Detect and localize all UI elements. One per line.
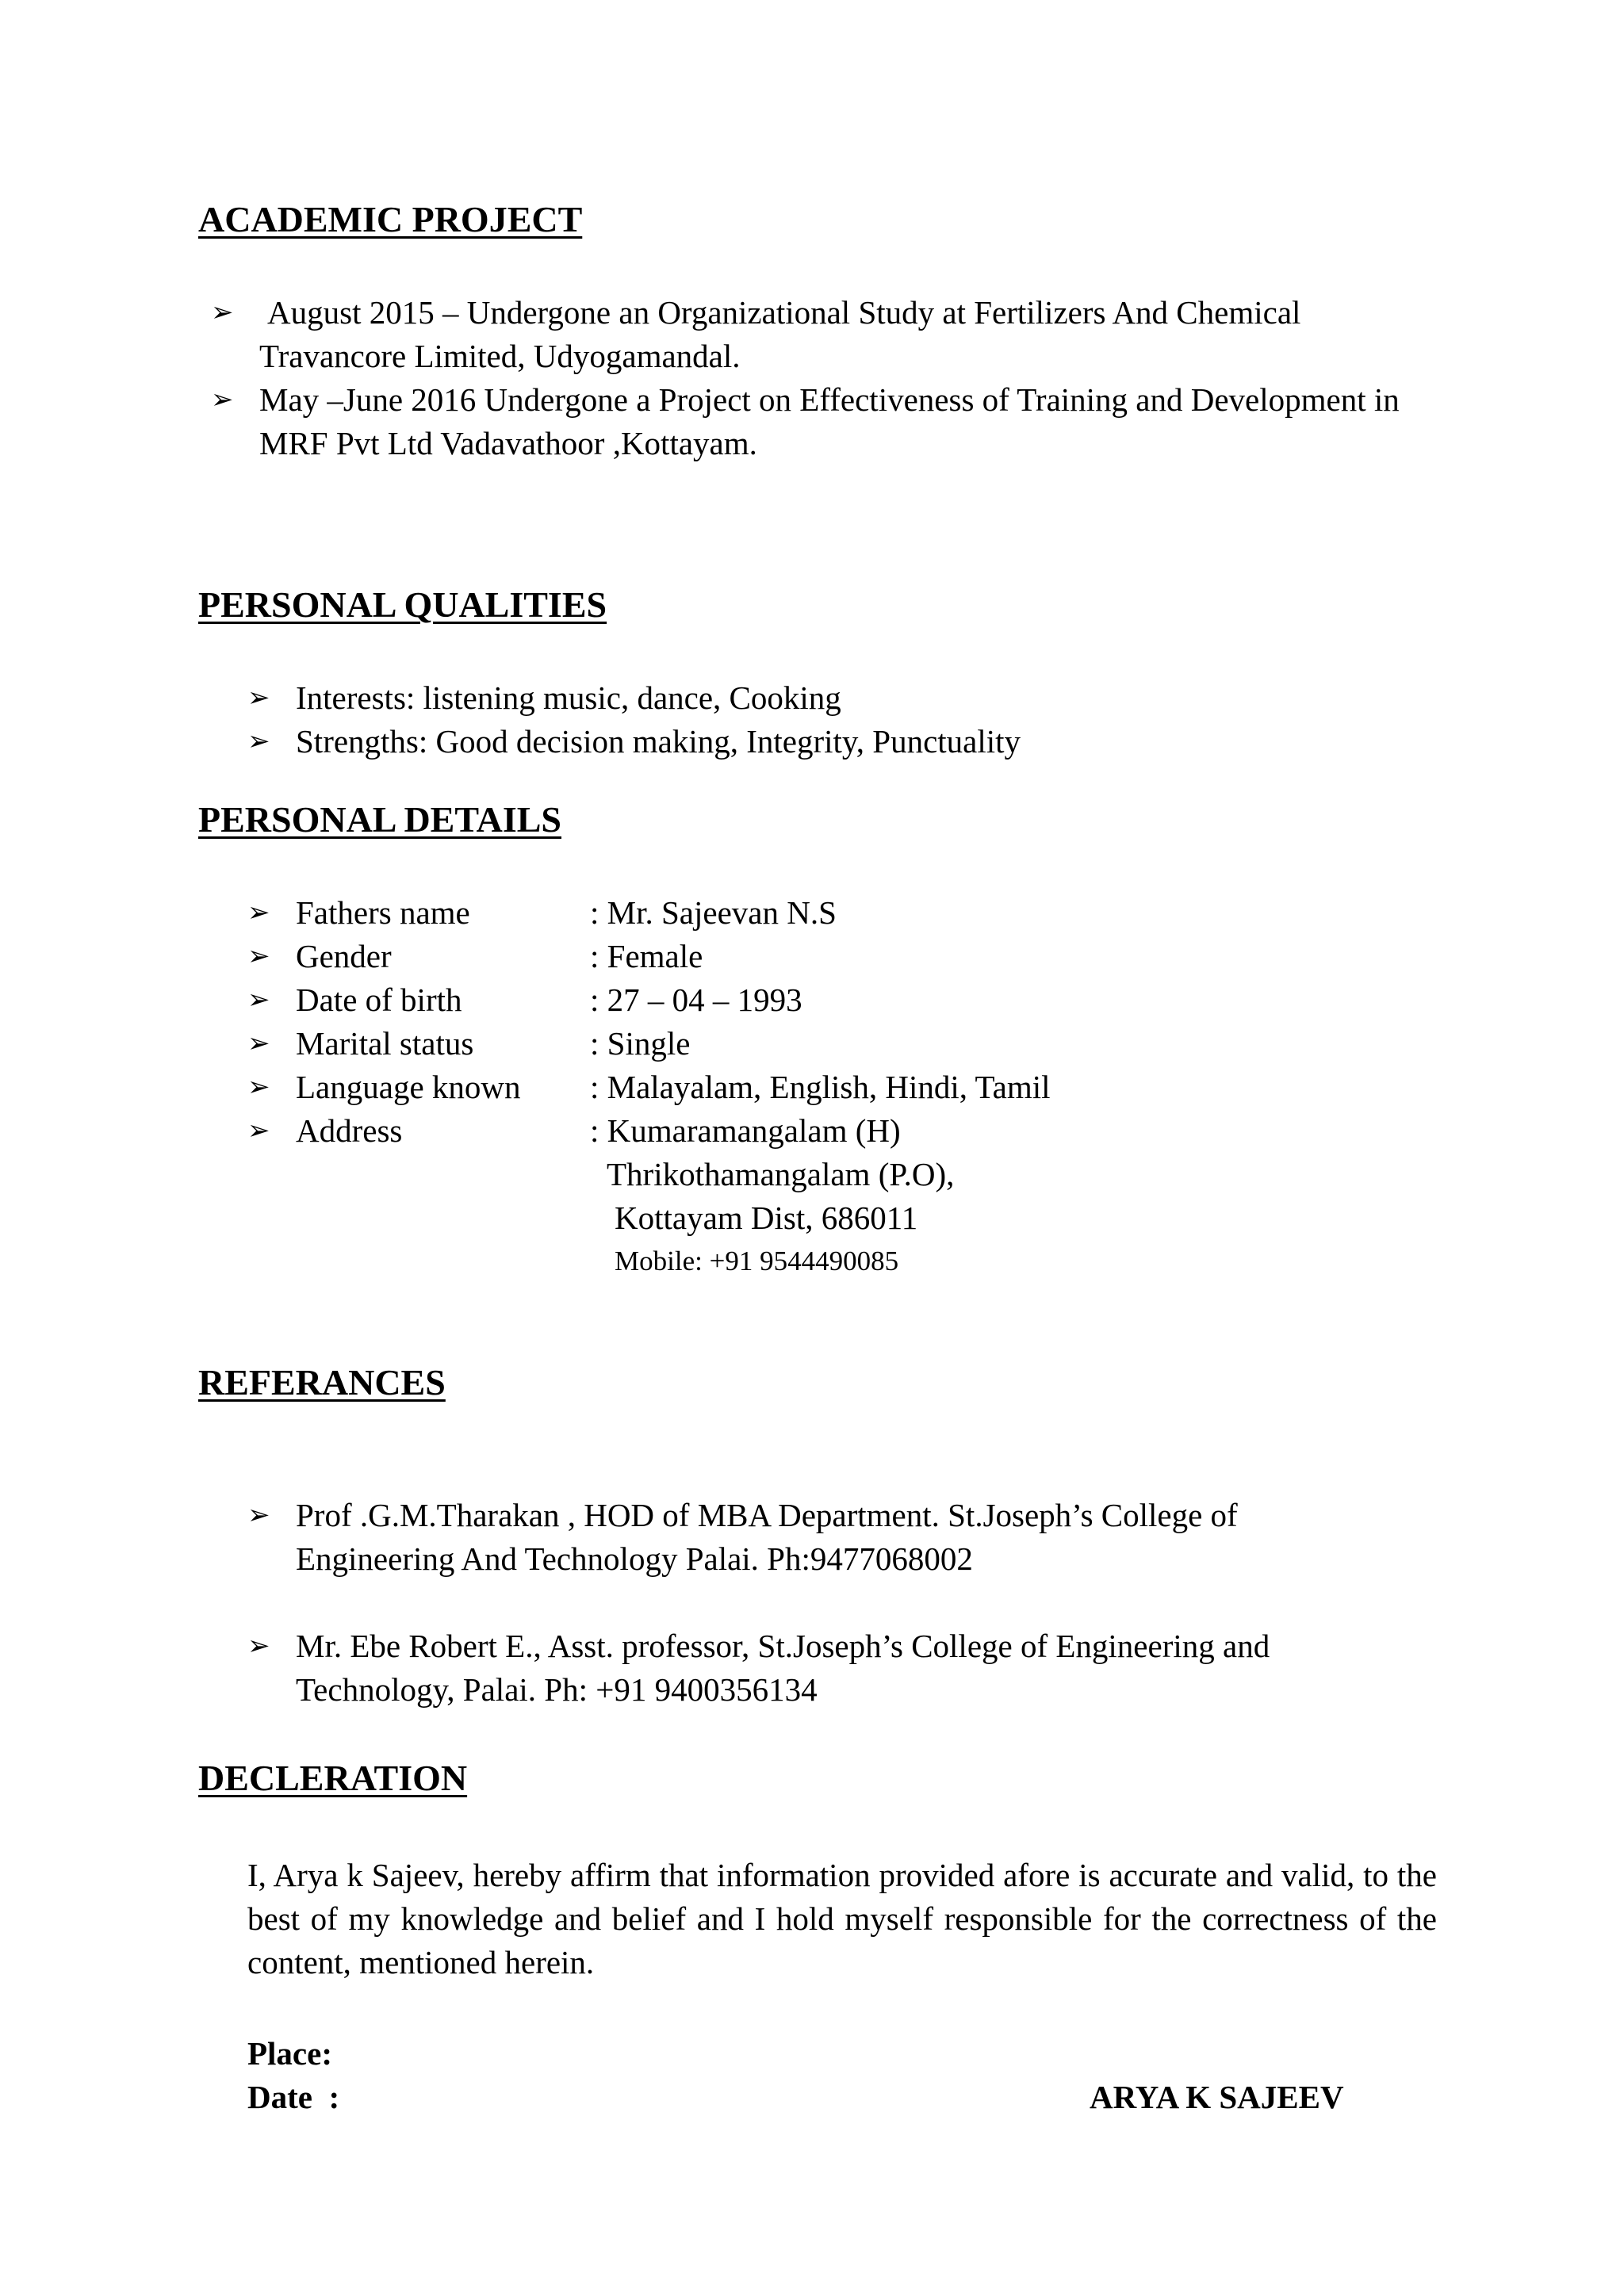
academic-project-item-2-line-1: May –June 2016 Undergone a Project on Effectiveness of Training and Development in (259, 381, 1400, 418)
reference-1-line-2: Engineering And Technology Palai. Ph:9477068002 (296, 1540, 973, 1577)
reference-1-line-1: Prof .G.M.Tharakan , HOD of MBA Department. St.Joseph’s College of (296, 1497, 1238, 1533)
detail-label-date-of-birth: Date of birth (296, 982, 462, 1018)
bullet-arrow-icon: ➢ (211, 385, 234, 415)
personal-details-heading: PERSONAL DETAILS (198, 799, 562, 840)
bullet-arrow-icon: ➢ (247, 898, 270, 928)
detail-value-marital-status: : Single (590, 1025, 691, 1062)
reference-2-line-2: Technology, Palai. Ph: +91 9400356134 (296, 1671, 818, 1708)
detail-value-gender: : Female (590, 938, 703, 974)
date-label: Date : (247, 2079, 340, 2115)
detail-label-fathers-name: Fathers name (296, 894, 470, 931)
academic-project-item-1-line-2: Travancore Limited, Udyogamandal. (259, 338, 741, 374)
bullet-arrow-icon: ➢ (247, 1116, 270, 1146)
detail-label-marital-status: Marital status (296, 1025, 474, 1062)
bullet-arrow-icon: ➢ (247, 1029, 270, 1058)
personal-qualities-heading: PERSONAL QUALITIES (198, 584, 607, 625)
quality-interests: Interests: listening music, dance, Cooking (296, 679, 841, 716)
bullet-arrow-icon: ➢ (247, 1501, 270, 1530)
declaration-text: I, Arya k Sajeev, hereby affirm that information provided afore is accurate and valid, to the best of my knowledge and belief and I hold myself responsible for the correctness of the content, mentioned herein. (247, 1857, 1437, 1980)
address-line-mobile: Mobile: +91 9544490085 (615, 1246, 899, 1276)
references-heading: REFERANCES (198, 1362, 446, 1402)
bullet-arrow-icon: ➢ (247, 1073, 270, 1102)
bullet-arrow-icon: ➢ (211, 298, 234, 327)
bullet-arrow-icon: ➢ (247, 683, 270, 713)
bullet-arrow-icon: ➢ (247, 985, 270, 1015)
detail-value-address: : Kumaramangalam (H) (590, 1112, 901, 1149)
bullet-arrow-icon: ➢ (247, 1632, 270, 1661)
detail-label-address: Address (296, 1112, 403, 1149)
quality-strengths: Strengths: Good decision making, Integrity, Punctuality (296, 723, 1021, 760)
detail-value-date-of-birth: : 27 – 04 – 1993 (590, 982, 802, 1018)
academic-project-item-2-line-2: MRF Pvt Ltd Vadavathoor ,Kottayam. (259, 425, 757, 461)
reference-2-line-1: Mr. Ebe Robert E., Asst. professor, St.Joseph’s College of Engineering and (296, 1628, 1270, 1664)
detail-value-language-known: : Malayalam, English, Hindi, Tamil (590, 1069, 1051, 1105)
declaration-heading: DECLERATION (198, 1758, 468, 1798)
address-line-post-office: Thrikothamangalam (P.O), (607, 1156, 955, 1192)
detail-label-language-known: Language known (296, 1069, 521, 1105)
bullet-arrow-icon: ➢ (247, 942, 270, 971)
address-line-district: Kottayam Dist, 686011 (615, 1200, 918, 1236)
detail-label-gender: Gender (296, 938, 392, 974)
place-label: Place: (247, 2035, 332, 2072)
bullet-arrow-icon: ➢ (247, 727, 270, 756)
detail-value-fathers-name: : Mr. Sajeevan N.S (590, 894, 837, 931)
signature-name: ARYA K SAJEEV (1090, 2079, 1344, 2115)
academic-project-item-1-line-1: August 2015 – Undergone an Organizational Study at Fertilizers And Chemical (267, 294, 1301, 331)
academic-project-heading: ACADEMIC PROJECT (198, 199, 583, 239)
